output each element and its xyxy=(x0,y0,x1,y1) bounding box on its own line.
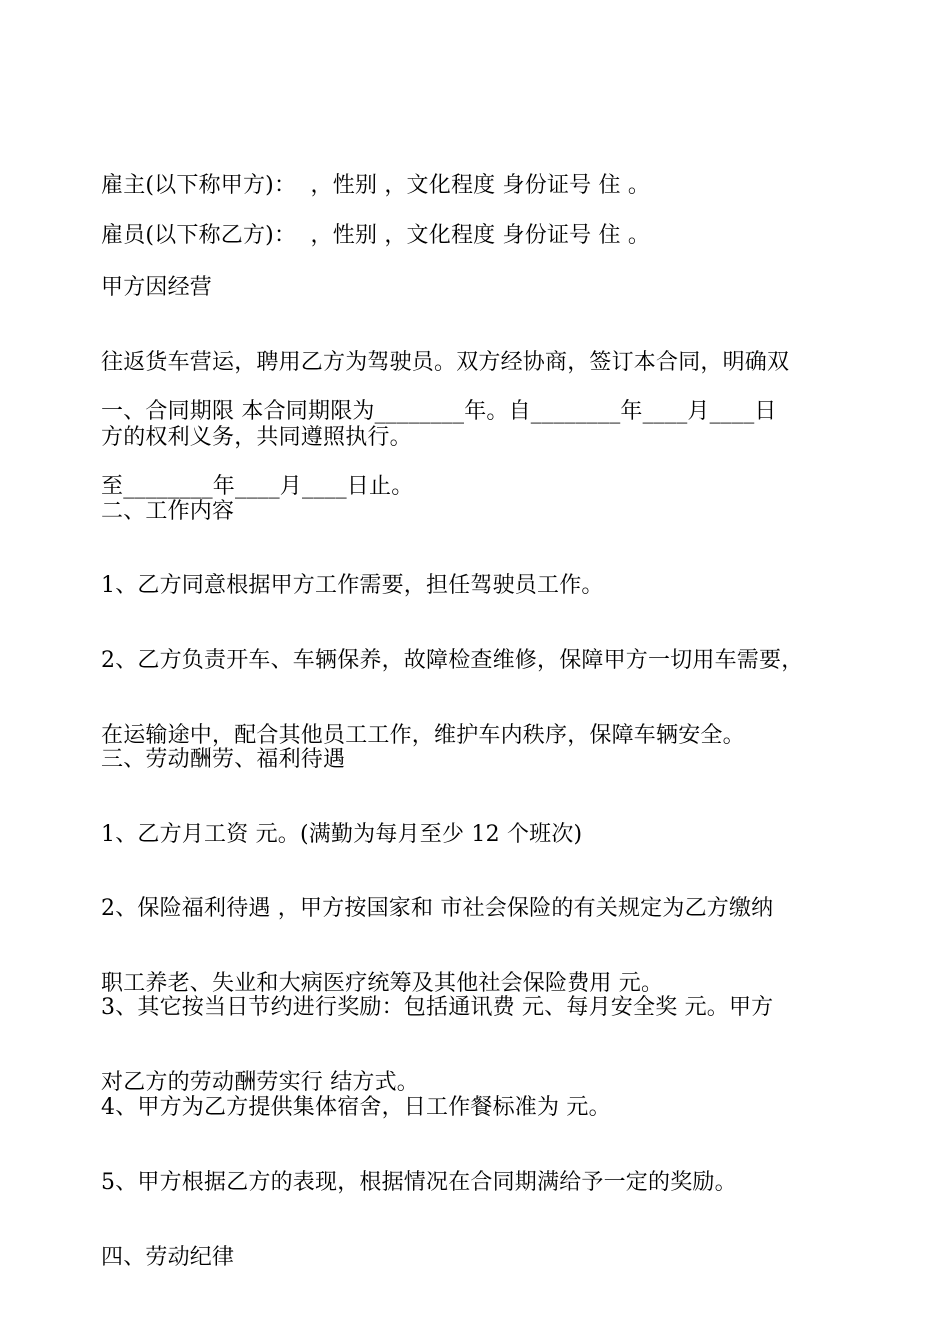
pay-item-4-text: 4、甲方为乙方提供集体宿舍，日工作餐标准为 元。 xyxy=(101,1095,611,1120)
intro-line-3: 方的权利义务，共同遵照执行。 xyxy=(101,425,412,450)
section-4-heading-text: 四、劳动纪律 xyxy=(101,1245,235,1270)
section-3-heading-text: 三、劳动酬劳、福利待遇 xyxy=(101,747,346,772)
pay-item-3-line-1: 3、其它按当日节约进行奖励：包括通讯费 元、每月安全奖 元。甲方 xyxy=(101,995,774,1020)
pay-item-2-line-2: 职工养老、失业和大病医疗统筹及其他社会保险费用 元。 xyxy=(101,971,664,996)
section-2-heading-text: 二、工作内容 xyxy=(101,499,235,524)
pay-item-1-text: 1、乙方月工资 元。(满勤为每月至少 12 个班次) xyxy=(101,822,583,847)
pay-item-5-text: 5、甲方根据乙方的表现，根据情况在合同期满给予一定的奖励。 xyxy=(101,1170,737,1195)
intro-line-2: 往返货车营运，聘用乙方为驾驶员。双方经协商，签订本合同，明确双 xyxy=(101,350,790,375)
intro-line-1: 甲方因经营 xyxy=(101,275,213,300)
pay-item-3-line-2: 对乙方的劳动酬劳实行 结方式。 xyxy=(101,1070,419,1095)
contract-term-line-1: 一、合同期限 本合同期限为________年。自________年____月____日 xyxy=(101,399,777,424)
employer-line-text: 雇主(以下称甲方)： ，性别 ，文化程度 身份证号 住 。 xyxy=(101,173,651,198)
section-4-heading xyxy=(101,1195,861,1320)
contract-term-line-2: 至________年____月____日止。 xyxy=(101,474,414,499)
pay-item-2-line-1: 2、保险福利待遇 ，甲方按国家和 市社会保险的有关规定为乙方缴纳 xyxy=(101,896,774,921)
work-item-2-line-1: 2、乙方负责开车、车辆保养，故障检查维修，保障甲方一切用车需要， xyxy=(101,648,804,673)
employee-line-text: 雇员(以下称乙方)： ，性别 ，文化程度 身份证号 住 。 xyxy=(101,223,651,248)
work-item-2-line-2: 在运输途中，配合其他员工工作，维护车内秩序，保障车辆安全。 xyxy=(101,723,745,748)
work-item-1-text: 1、乙方同意根据甲方工作需要，担任驾驶员工作。 xyxy=(101,573,604,598)
